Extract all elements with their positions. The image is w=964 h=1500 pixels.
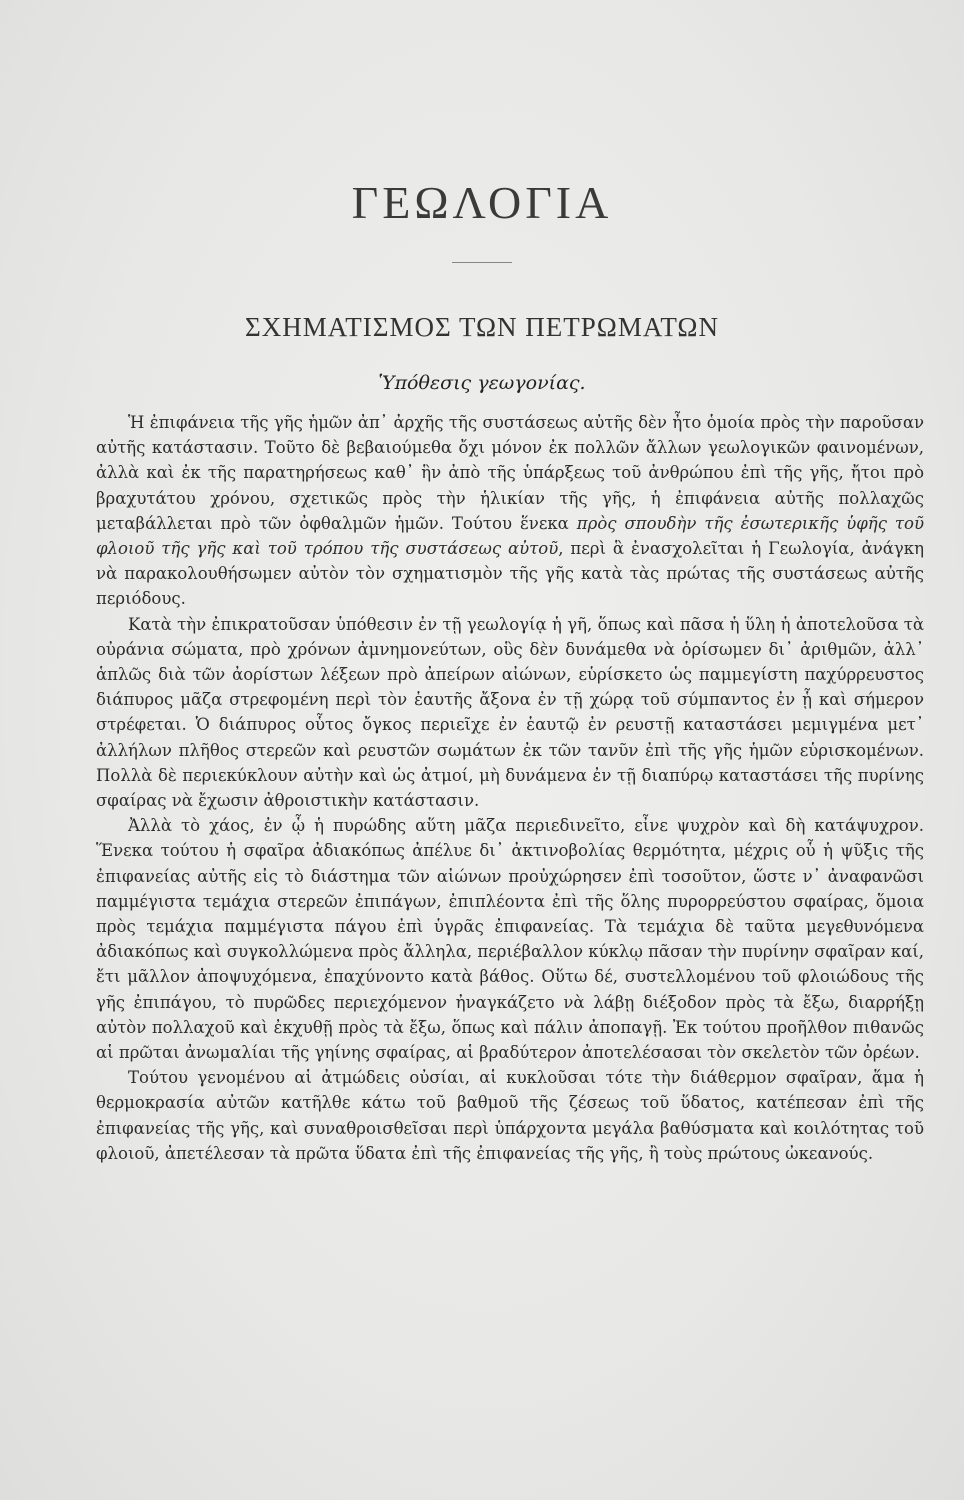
paragraph-1-start: Ἡ ἐπιφάνεια τῆς γῆς ἡμῶν ἀπ᾽ ἀρχῆς τῆς συστάσεως αὐτῆς δὲν ἦτο ὁμοία πρὸς τὴν παροῦσαν αὐτῆς κατάστασιν. Τοῦτο δὲ βεβαιούμεθα ὄχι μόνον ἐκ πολλῶν ἄλλων γεωλογικῶν φαινομένων, ἀλλὰ καὶ ἐκ τῆς παρατηρήσεως καθ᾽ ἣν ἀπὸ τῆς ὑπάρξεως τοῦ ἀνθρώπου ἐπὶ τῆς γῆς, ἤτοι πρὸ βραχυτάτου χρόνου, σχετικῶς πρὸς τὴν ἡλικίαν τῆς γῆς, ἡ ἐπιφάνεια αὐτῆς πολλαχῶς μεταβάλλεται πρὸ τῶν ὀφθαλμῶν ἡμῶν. Τούτου ἕνεκα (96, 413, 924, 533)
section-heading: Ὑπόθεσις γεωγονίας. (378, 372, 586, 394)
paragraph-3: Ἀλλὰ τὸ χάος, ἐν ᾧ ἡ πυρώδης αὕτη μᾶζα περιεδινεῖτο, εἶνε ψυχρὸν καὶ δὴ κατάψυχρον. Ἕνεκα τούτου ἡ σφαῖρα ἀδιακόπως ἀπέλυε δι᾽ ἀκτινοβολίας θερμότητα, μέχρις οὗ ἡ ψῦξις τῆς ἐπιφανείας αὐτῆς εἰς τὸ διάστημα τῶν αἰώνων προὐχώρησεν ἐπὶ τοσοῦτον, ὥστε ν᾽ ἀναφανῶσι παμμέγιστα τεμάχια στερεῶν ἐπιπάγων, ἐπιπλέοντα ἐπὶ τῆς ὅλης πυρορρεύστου σφαίρας, ὅμοια πρὸς τεμάχια παμμέγιστα πάγου ἐπὶ ὑγρᾶς ἐπιφανείας. Τὰ τεμάχια δὲ ταῦτα μεγεθυνόμενα ἀδιακόπως καὶ συγκολλώμενα πρὸς ἄλληλα, περιέβαλλον κύκλῳ πᾶσαν τὴν πυρίνην σφαῖραν καί, ἔτι μᾶλλον ἀποψυχόμενα, ἐπαχύνοντο κατὰ βάθος. Οὕτω δέ, συστελλομένου τοῦ φλοιώδους τῆς γῆς ἐπιπάγου, τὸ πυρῶδες περιεχόμενον ἠναγκάζετο νὰ λάβῃ διέξοδον πρὸς τὰ ἔξω, διαρρήξῃ αὐτὸν πολλαχοῦ καὶ ἐκχυθῇ πρὸς τὰ ἔξω, ὅπως καὶ πάλιν ἀποπαγῇ. Ἐκ τούτου προῆλθον πιθανῶς αἱ πρῶται ἀνωμαλίαι τῆς γηίνης σφαίρας, αἱ βραδύτερον ἀποτελέσασαι τὸν σκελετὸν τῶν ὀρέων. (96, 816, 924, 1063)
paragraph-4: Τούτου γενομένου αἱ ἀτμώδεις οὐσίαι, αἱ κυκλοῦσαι τότε τὴν διάθερμον σφαῖραν, ἅμα ἡ θερμοκρασία αὐτῶν κατῆλθε κάτω τοῦ βαθμοῦ τῆς ζέσεως τοῦ ὕδατος, κατέπεσαν ἐπὶ τῆς ἐπιφανείας τῆς γῆς, καὶ συναθροισθεῖσαι περὶ ὑπάρχοντα μεγάλα βαθύσματα καὶ κοιλότητας τοῦ φλοιοῦ, ἀπετέλεσαν τὰ πρῶτα ὕδατα ἐπὶ τῆς ἐπιφανείας τῆς γῆς, ἢ τοὺς πρώτους ὠκεανούς. (96, 1068, 924, 1163)
paragraph-1-italic: πρὸς σπουδὴν τῆς ἐσωτερικῆς ὑφῆς τοῦ φλοιοῦ τῆς γῆς καὶ τοῦ τρόπου τῆς συστάσεως αὐτοῦ (96, 513, 924, 559)
paragraph-1 (96, 410, 924, 612)
paragraph-2: Κατὰ τὴν ἐπικρατοῦσαν ὑπόθεσιν ἐν τῇ γεωλογίᾳ ἡ γῆ, ὅπως καὶ πᾶσα ἡ ὕλη ἡ ἀποτελοῦσα τὰ οὐράνια σώματα, πρὸ χρόνων ἀμνημονεύτων, οὓς δὲν δυνάμεθα νὰ ὁρίσωμεν δι᾽ ἀριθμῶν, ἀλλ᾽ ἁπλῶς διὰ τῶν ἀορίστων λέξεων πρὸ ἀπείρων αἰώνων, εὑρίσκετο ὡς παμμεγίστη παχύρρευστος διάπυρος μᾶζα στρεφομένη περὶ τὸν ἑαυτῆς ἄξονα ἐν τῇ χώρᾳ τοῦ σύμπαντος ἐν ᾗ καὶ σήμερον στρέφεται. Ὁ διάπυρος οὗτος ὄγκος περιεῖχε ἐν ἑαυτῷ ἐν ρευστῇ καταστάσει μεμιγμένα μετ᾽ ἀλλήλων πλῆθος στερεῶν καὶ ρευστῶν σωμάτων ἐκ τῶν τανῦν ἐπὶ τῆς γῆς ἡμῶν εὑρισκομένων. Πολλὰ δὲ περιεκύκλουν αὐτὴν καὶ ὡς ἀτμοί, μὴ δυνάμενα ἐν τῇ διαπύρῳ καταστάσει τῆς πυρίνης σφαίρας νὰ ἔχωσιν ἀθροιστικὴν κατάστασιν. (96, 614, 924, 811)
title-divider (452, 262, 512, 263)
section-subtitle: ΣΧΗΜΑΤΙΣΜΟΣ ΤΩΝ ΠΕΤΡΩΜΑΤΩΝ (245, 312, 719, 342)
body-text (96, 410, 924, 1166)
page-title: ΓΕΩΛΟΓΙΑ (351, 177, 613, 228)
paragraph-1-end: , περὶ ἃ ἐνασχολεῖται ἡ Γεωλογία, ἀνάγκη νὰ παρακολουθήσωμεν αὐτὸν τὸν σχηματισμὸν τῆς γῆς κατὰ τὰς πρώτας τῆς συστάσεως αὐτῆς περιόδους. (96, 539, 924, 609)
